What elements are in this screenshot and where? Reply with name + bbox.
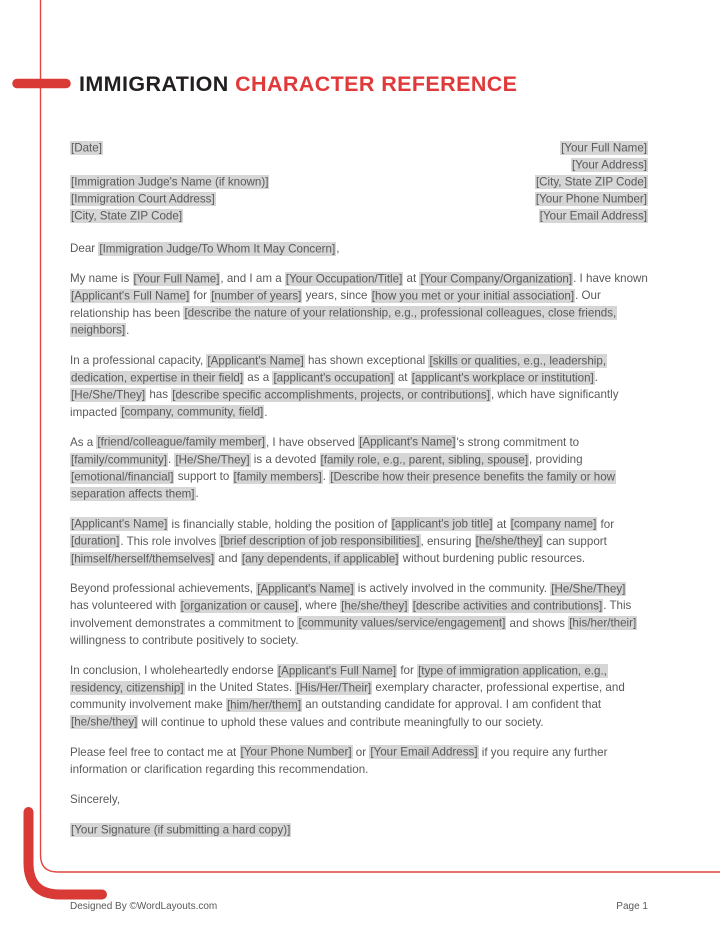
placeholder-highlight: [Applicant's Full Name] bbox=[71, 289, 190, 303]
address-line bbox=[70, 191, 269, 208]
page-footer bbox=[70, 901, 648, 912]
placeholder-highlight: [applicant's workplace or institution] bbox=[411, 371, 594, 385]
placeholder-highlight: [Applicant's Full Name] bbox=[277, 664, 397, 678]
placeholder-highlight: [Applicant's Name] bbox=[207, 354, 304, 368]
placeholder-highlight: [describe specific accomplishments, projects, or contributions] bbox=[172, 388, 490, 402]
address-line bbox=[535, 173, 648, 190]
placeholder-highlight: [Describe how their presence benefits the family or how separation affects them] bbox=[71, 470, 616, 501]
footer-page-number: Page 1 bbox=[616, 901, 648, 912]
placeholder-highlight: [Your Email Address] bbox=[539, 209, 647, 223]
recipient-address-block bbox=[70, 139, 269, 225]
placeholder-highlight: [type of immigration application, e.g., residency, citizenship] bbox=[71, 664, 607, 695]
greeting-line: Dear [Immigration Judge/To Whom It May Concern], bbox=[70, 242, 340, 255]
letter-paragraph: Please feel free to contact me at [Your Phone Number] or [Your Email Address] if you require any further information or clarification regarding this recommendation. bbox=[70, 745, 608, 777]
placeholder-highlight: [Immigration Judge/To Whom It May Concern] bbox=[99, 242, 336, 255]
placeholder-highlight: [brief description of job responsibilities] bbox=[220, 534, 420, 548]
letter-paragraph: In a professional capacity, [Applicant's Name] has shown exceptional [skills or qualities, e.g., leadership, dedication, expertise in their field] as a [applicant's occupation] at [applicant's workplace or institution]. [He/She/They] has [describe specific accomplishments, projects, or contributions], which have significantly impacted [company, community, field]. bbox=[70, 354, 619, 419]
placeholder-highlight: [Applicant's Name] bbox=[71, 517, 168, 531]
page-title bbox=[79, 72, 517, 97]
address-line bbox=[70, 208, 269, 225]
sender-address-block bbox=[535, 139, 648, 225]
placeholder-highlight: [emotional/financial] bbox=[71, 470, 174, 484]
address-line bbox=[70, 139, 269, 156]
placeholder-highlight: [any dependents, if applicable] bbox=[241, 552, 399, 566]
letter-paragraphs bbox=[70, 270, 648, 778]
closing-line: Sincerely, bbox=[70, 793, 121, 807]
address-line bbox=[535, 208, 648, 225]
placeholder-highlight: [Your Occupation/Title] bbox=[285, 272, 403, 286]
letter-paragraph: [Applicant's Name] is financially stable, holding the position of [applicant's job title] at [company name] for [duration]. This role involves [brief description of job responsibilities], ensuring [he/she/they] can support [himself/herself/themselves] and [any dependents, if applicable] without burdening public resources. bbox=[71, 517, 615, 566]
title-word-immigration: IMMIGRATION bbox=[79, 72, 229, 96]
placeholder-highlight: [Your Signature (if submitting a hard copy)] bbox=[71, 823, 291, 837]
placeholder-highlight: [friend/colleague/family member] bbox=[97, 435, 265, 449]
placeholder-highlight: [he/she/they] bbox=[341, 599, 408, 613]
placeholder-highlight: [skills or qualities, e.g., leadership, dedication, expertise in their field] bbox=[71, 354, 607, 385]
letter-paragraph: Beyond professional achievements, [Applicant's Name] is actively involved in the community. [He/She/They] has volunteered with [organization or cause], where [he/she/they] [describe activities and contributions]. This involvement demonstrates a commitment to [community values/service/engagement] and shows [his/her/their] willingness to contribute positively to society. bbox=[70, 582, 637, 647]
placeholder-highlight: [how you met or your initial association] bbox=[371, 289, 575, 303]
placeholder-highlight: [he/she/they] bbox=[475, 534, 543, 548]
placeholder-highlight: [describe activities and contributions] bbox=[412, 599, 603, 613]
title-words-character-reference: CHARACTER REFERENCE bbox=[235, 72, 518, 96]
placeholder-highlight: [community values/service/engagement] bbox=[298, 616, 506, 630]
placeholder-highlight: [family members] bbox=[233, 470, 322, 484]
placeholder-highlight: [company, community, field] bbox=[121, 405, 264, 419]
placeholder-highlight: [duration] bbox=[71, 534, 120, 548]
placeholder-highlight: [Your Phone Number] bbox=[535, 192, 647, 206]
placeholder-highlight: [his/her/their] bbox=[569, 616, 637, 630]
placeholder-highlight: [family role, e.g., parent, sibling, spouse] bbox=[320, 453, 529, 467]
placeholder-highlight: [number of years] bbox=[211, 289, 302, 303]
address-line bbox=[70, 173, 269, 190]
placeholder-highlight: [Immigration Judge's Name (if known)] bbox=[71, 175, 269, 189]
placeholder-highlight: [family/community] bbox=[71, 453, 167, 467]
placeholder-highlight: [City, State ZIP Code] bbox=[535, 175, 647, 189]
signature-placeholder-line bbox=[70, 821, 648, 838]
placeholder-highlight: [Applicant's Name] bbox=[359, 435, 456, 449]
letter-body bbox=[70, 240, 648, 852]
address-line bbox=[70, 156, 269, 173]
placeholder-highlight: [Your Full Name] bbox=[133, 272, 220, 286]
placeholder-highlight: [His/Her/Their] bbox=[296, 681, 372, 695]
placeholder-highlight: [applicant's occupation] bbox=[273, 371, 394, 385]
placeholder-highlight: [he/she/they] bbox=[71, 715, 138, 729]
letter-paragraph: My name is [Your Full Name], and I am a [Your Occupation/Title] at [Your Company/Organization]. I have known [Applicant's Full Name] for [number of years] years, since [how you met or your initial association]. Our relationship has been [describe the nature of your relationship, e.g., professional colleagues, close friends, neighbors]. bbox=[70, 272, 648, 337]
placeholder-highlight: [Your Full Name] bbox=[561, 141, 647, 154]
placeholder-highlight: [describe the nature of your relationship, e.g., professional colleagues, close friends, neighbors] bbox=[71, 306, 617, 337]
address-line bbox=[535, 156, 648, 173]
placeholder-highlight: [Your Address] bbox=[572, 158, 647, 172]
placeholder-highlight: [company name] bbox=[510, 517, 597, 531]
placeholder-highlight: [He/She/They] bbox=[175, 453, 250, 467]
placeholder-highlight: [himself/herself/themselves] bbox=[71, 552, 215, 566]
placeholder-highlight: [Your Email Address] bbox=[370, 745, 478, 759]
placeholder-highlight: [He/She/They] bbox=[551, 582, 626, 596]
placeholder-highlight: [Your Company/Organization] bbox=[420, 272, 573, 286]
placeholder-highlight: [Date] bbox=[71, 141, 102, 154]
placeholder-highlight: [Applicant's Name] bbox=[257, 582, 354, 596]
placeholder-highlight: [Your Phone Number] bbox=[240, 745, 352, 759]
address-line bbox=[535, 139, 648, 156]
letter-paragraph: In conclusion, I wholeheartedly endorse [Applicant's Full Name] for [type of immigration application, e.g., residency, citizenship] in the United States. [His/Her/Their] exemplary character, professional expertise, and community involvement make [him/her/them] an outstanding candidate for approval. I am confident that [he/she/they] will continue to uphold these values and contribute meaningfully to our society. bbox=[70, 664, 625, 729]
placeholder-highlight: [him/her/them] bbox=[226, 698, 302, 712]
placeholder-highlight: [Immigration Court Address] bbox=[71, 192, 215, 206]
placeholder-highlight: [organization or cause] bbox=[180, 599, 298, 613]
placeholder-highlight: [applicant's job title] bbox=[391, 517, 493, 531]
placeholder-highlight: [City, State ZIP Code] bbox=[71, 209, 183, 223]
placeholder-highlight: [He/She/They] bbox=[71, 388, 146, 402]
footer-credit: Designed By ©WordLayouts.com bbox=[70, 901, 218, 912]
letter-paragraph: As a [friend/colleague/family member], I have observed [Applicant's Name]'s strong commitment to [family/community]. [He/She/They] is a devoted [family role, e.g., parent, sibling, spouse], providing [emotional/financial] support to [family members]. [Describe how their presence benefits the family or how separation affects them]. bbox=[70, 435, 616, 501]
address-line bbox=[535, 191, 648, 208]
letter-header-addresses bbox=[70, 139, 648, 225]
